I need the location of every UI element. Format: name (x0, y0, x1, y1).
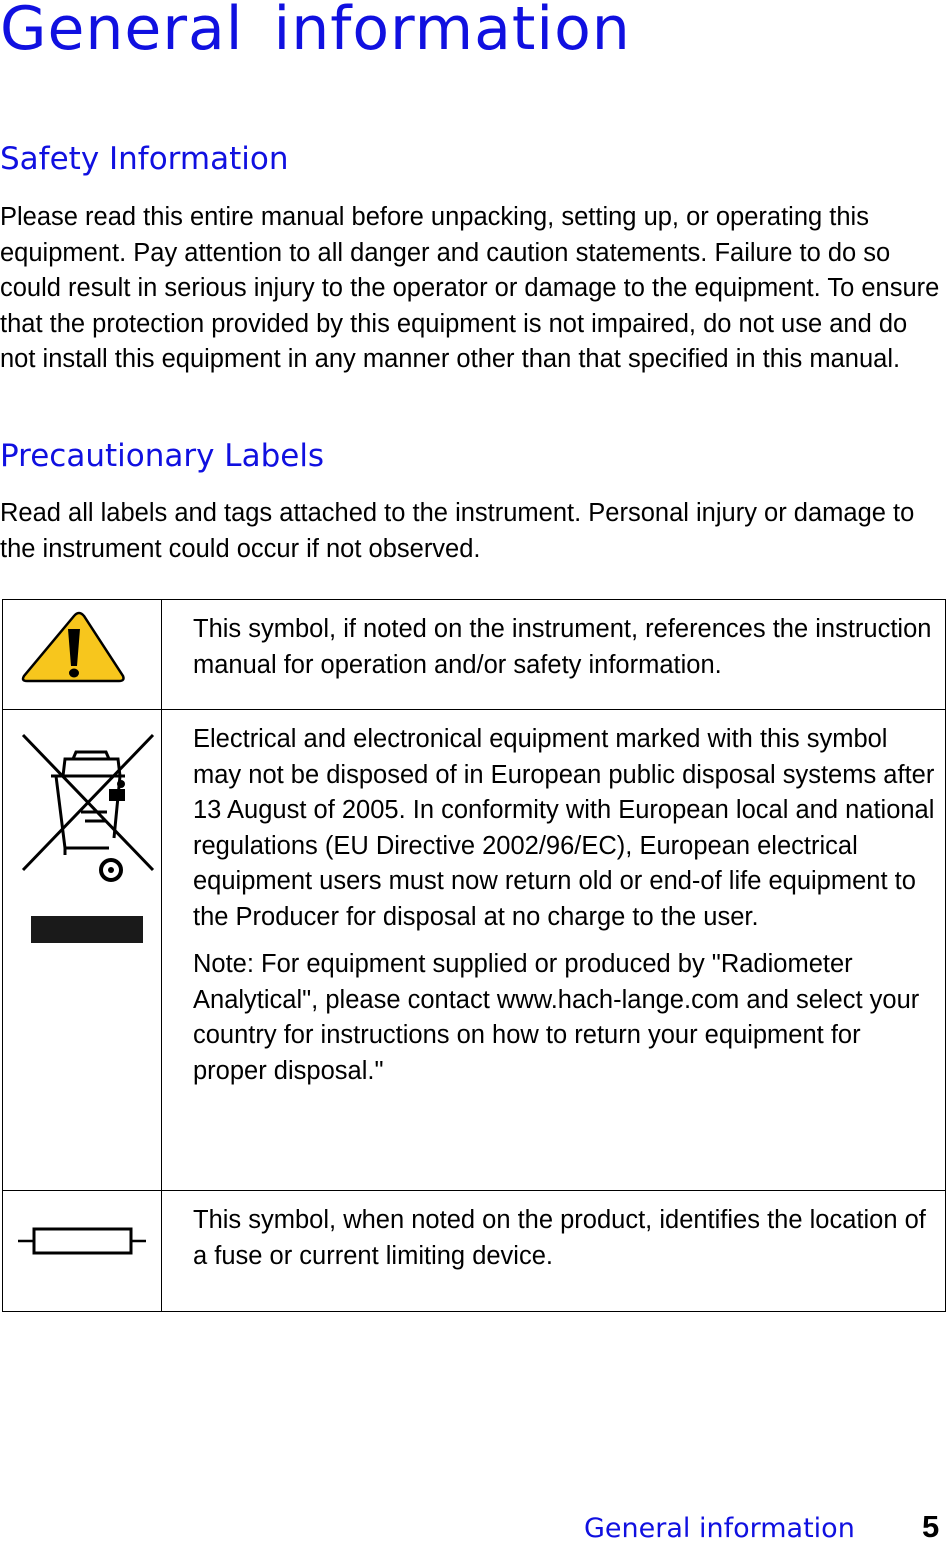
precautionary-labels-paragraph: Read all labels and tags attached to the instrument. Personal injury or damage to the instrument could occur if not observed. (0, 499, 915, 563)
table-row (3, 600, 946, 710)
symbol-cell (3, 600, 162, 710)
page-number: 5 (922, 1509, 940, 1544)
fuse-symbol-description: This symbol, when noted on the product, identifies the location of a fuse or current limiting device. (193, 1206, 926, 1270)
crossed-out-wheelie-bin-icon (3, 710, 161, 960)
table-row (3, 1191, 946, 1312)
page-title: General information (0, 0, 631, 64)
table-row (3, 710, 946, 1191)
symbol-description-cell (162, 600, 946, 710)
symbol-description-cell (162, 710, 946, 1191)
fuse-icon (3, 1191, 161, 1299)
symbol-cell (3, 1191, 162, 1312)
safety-information-paragraph: Please read this entire manual before unpacking, setting up, or operating this equipment. Pay attention to all danger and caution statements. Failure to do so could result in serious injury to the operator or damage to the equipment. To ensure that the protection provided by this equipment is not impaired, do not use and do not install this equipment in any manner other than that specified in this manual. (0, 203, 940, 373)
precautionary-labels-table (2, 599, 946, 1312)
safety-information-heading: Safety Information (0, 141, 289, 177)
precautionary-labels-heading: Precautionary Labels (0, 438, 325, 474)
warning-triangle-icon (3, 600, 161, 697)
weee-disposal-note: Note: For equipment supplied or produced by "Radiometer Analytical", please contact www.hach-lange.com and select your country for instructions on how to return your equipment for proper disposal." (193, 950, 920, 1085)
symbol-description-cell (162, 1191, 946, 1312)
warning-symbol-description: This symbol, if noted on the instrument, references the instruction manual for operation and/or safety information. (193, 615, 932, 679)
symbol-cell (3, 710, 162, 1191)
footer-section-label: General information (584, 1513, 855, 1544)
weee-symbol-description: Electrical and electronical equipment marked with this symbol may not be disposed of in European public disposal systems after 13 August of 2005. In conformity with European local and national regulations (EU Directive 2002/96/EC), European electrical equipment users must now return old or end-of life equipment to the Producer for disposal at no charge to the user. (193, 725, 935, 931)
